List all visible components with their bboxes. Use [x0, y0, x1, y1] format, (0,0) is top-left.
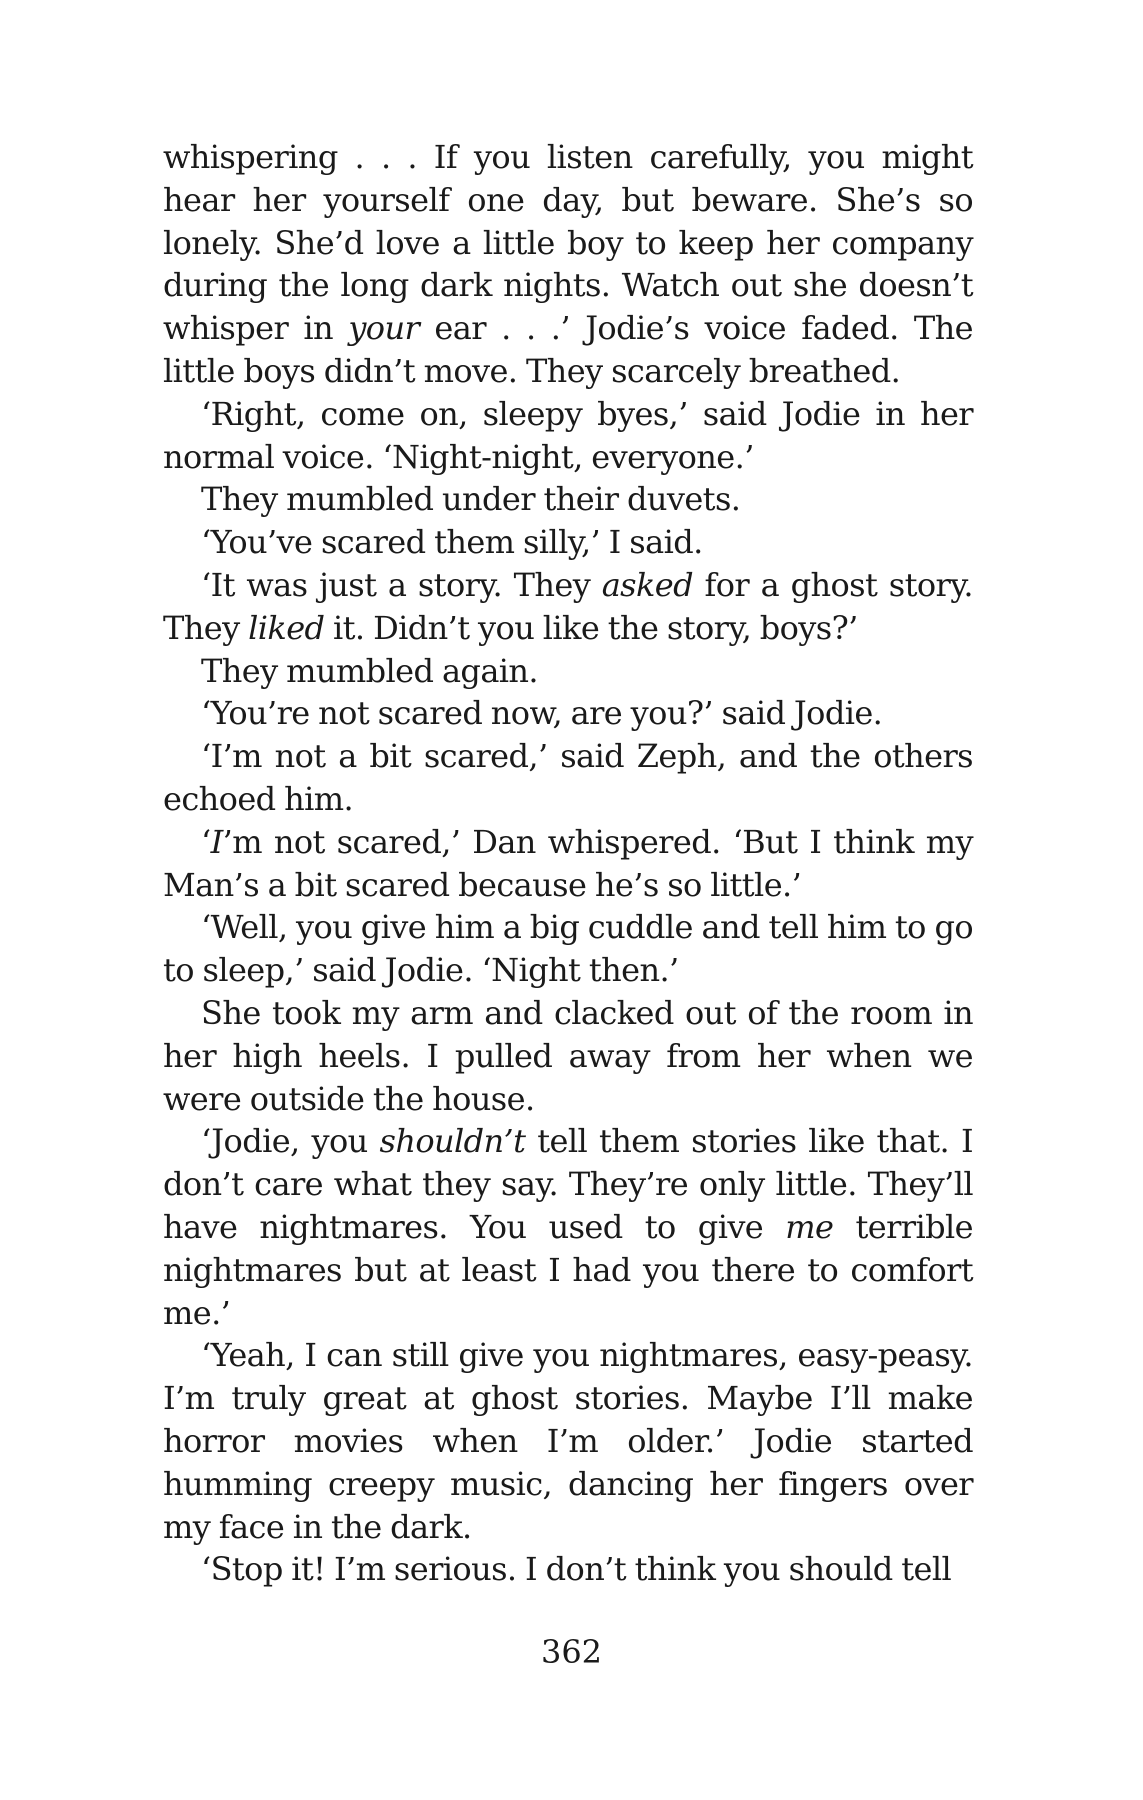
emphasis-run: me [785, 1207, 834, 1246]
text-run: They mumbled again. [201, 651, 539, 690]
text-run: ‘Yeah, I can still give you nightmares, easy-peasy. I’m truly great at ghost stories. Maybe I’ll make horror movies when I’m older.’ Jodie started humming creepy music, dancing her fingers over my face in the dark. [163, 1336, 973, 1546]
text-run: it. Didn’t you like the story, boys?’ [324, 608, 858, 647]
text-run: ‘You’ve scared them silly,’ I said. [201, 523, 703, 562]
paragraph [163, 992, 973, 1120]
paragraph [163, 136, 973, 393]
text-run: ‘I’m not a bit scared,’ said Zeph, and the others echoed him. [163, 737, 973, 818]
text-run: for a ghost story. They [163, 565, 973, 647]
paragraph [163, 393, 973, 479]
paragraph [163, 521, 973, 564]
emphasis-run: shouldn’t [379, 1122, 526, 1161]
text-run: ‘Stop it! I’m serious. I don’t think you should tell [201, 1550, 952, 1589]
paragraph [163, 1334, 973, 1548]
text-run: ‘ [201, 822, 211, 861]
text-run: tell them stories like that. I don’t care what they say. They’re only little. They’ll have nightmares. You used to give [163, 1122, 973, 1246]
paragraph [163, 478, 973, 521]
page-number: 362 [540, 1633, 603, 1671]
text-run: ‘Jodie, you [201, 1122, 380, 1161]
paragraph [163, 564, 973, 650]
text-run: ear . . .’ Jodie’s voice faded. The little boys didn’t move. They scarcely breathed. [163, 309, 973, 390]
text-run: ‘You’re not scared now, are you?’ said Jodie. [201, 694, 883, 733]
text-run: ‘Well, you give him a big cuddle and tell him to go to sleep,’ said Jodie. ‘Night then.’ [163, 908, 973, 990]
body-text [163, 136, 973, 1591]
emphasis-run: I [210, 822, 223, 861]
paragraph [163, 906, 973, 992]
emphasis-run: your [348, 309, 420, 348]
emphasis-run: asked [601, 565, 694, 604]
text-run: terrible nightmares but at least I had you there to comfort me.’ [163, 1207, 973, 1332]
emphasis-run: liked [248, 608, 325, 647]
text-run: ’m not scared,’ Dan whispered. ‘But I think my Man’s a bit scared because he’s so little.’ [163, 822, 973, 904]
paragraph [163, 692, 973, 735]
text-run: whispering . . . If you listen carefully, you might hear her yourself one day, but beware. She’s so lonely. She’d love a little boy to keep her company during the long dark nights. Watch out she doesn’t whisper in [163, 138, 973, 348]
paragraph [163, 1548, 973, 1591]
paragraph [163, 1120, 973, 1334]
text-run: They mumbled under their duvets. [201, 480, 741, 519]
paragraph [163, 650, 973, 693]
paragraph [163, 735, 973, 821]
text-run: She took my arm and clacked out of the room in her high heels. I pulled away from her when we were outside the house. [163, 993, 973, 1118]
paragraph [163, 821, 973, 907]
text-run: ‘Right, come on, sleepy byes,’ said Jodie in her normal voice. ‘Night-night, everyone.’ [163, 394, 973, 476]
text-run: ‘It was just a story. They [201, 565, 602, 604]
